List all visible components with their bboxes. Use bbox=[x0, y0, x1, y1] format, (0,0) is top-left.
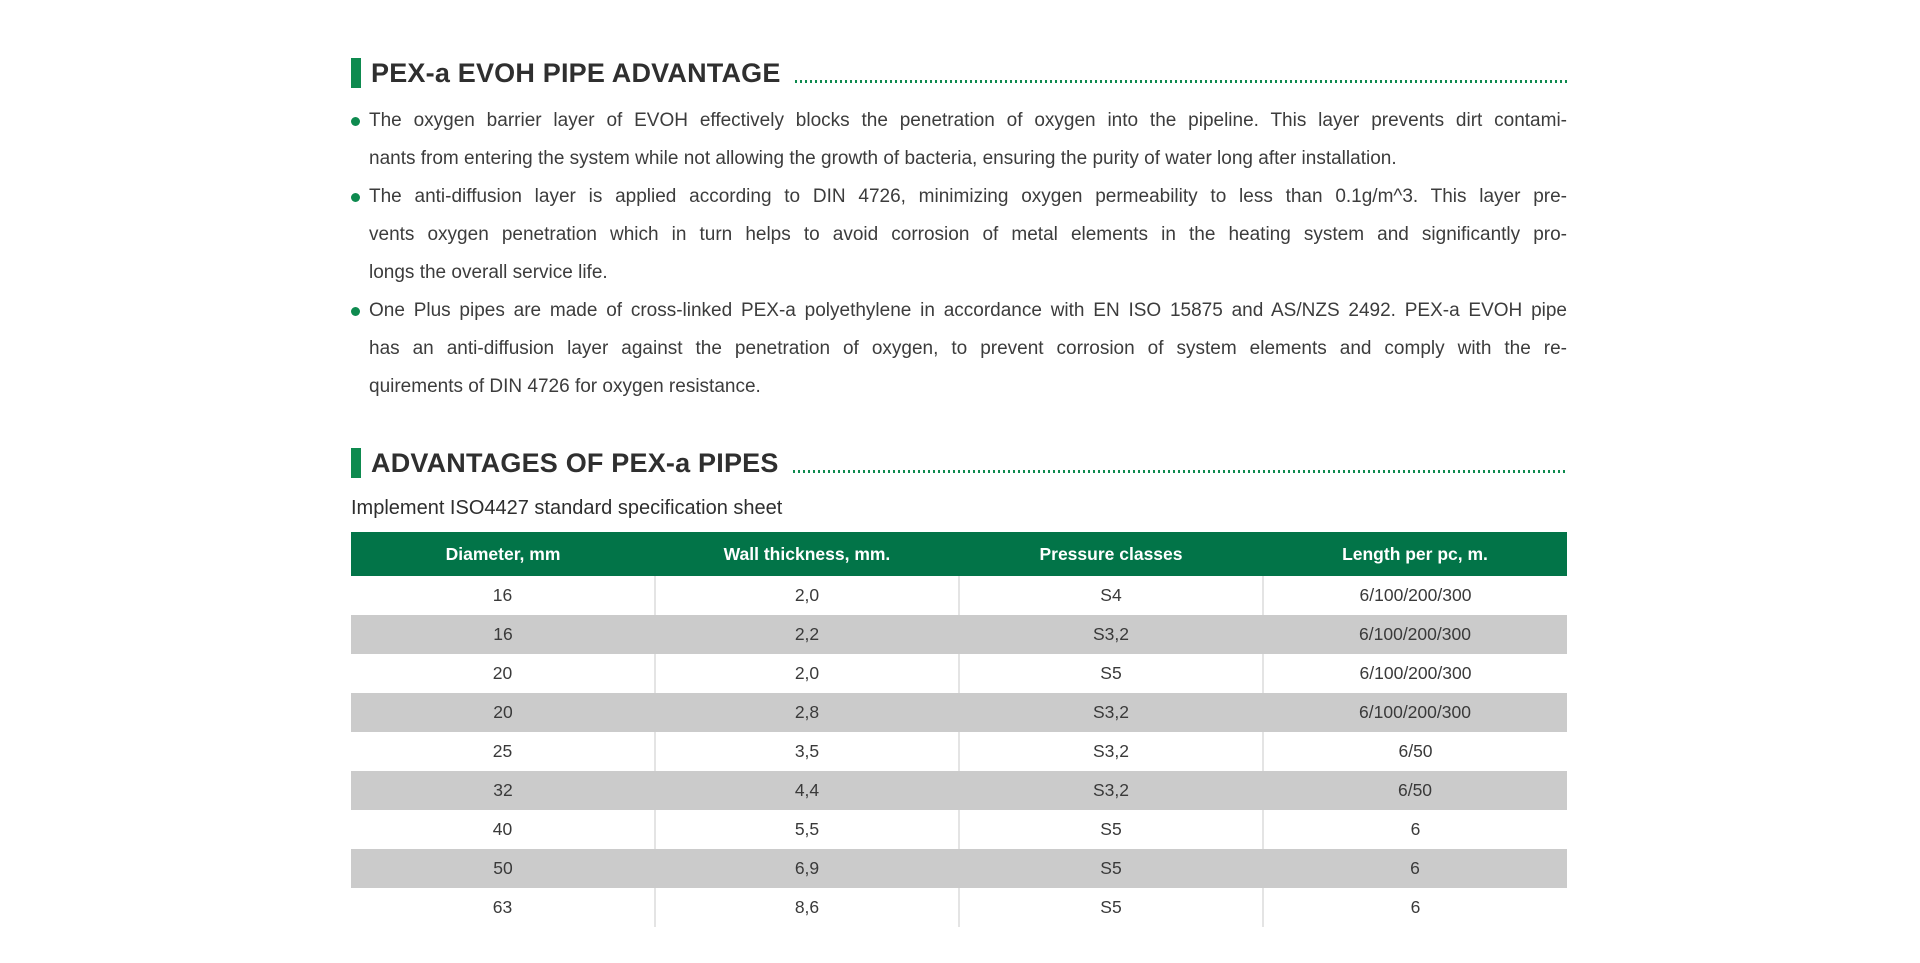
bullet-text-line: nants from entering the system while not allowing the growth of bacteria, ensuring the purity of water long after installation. bbox=[369, 148, 1397, 169]
table-header-cell: Pressure classes bbox=[959, 532, 1263, 576]
table-cell: 2,2 bbox=[794, 624, 820, 644]
table-cell: 6 bbox=[1263, 888, 1567, 927]
spec-table bbox=[351, 532, 1567, 927]
table-cell: S3,2 bbox=[1093, 624, 1129, 644]
table-cell: S5 bbox=[959, 810, 1263, 849]
dotted-leader-line bbox=[793, 470, 1567, 473]
page-content bbox=[351, 57, 1567, 927]
table-cell: S3,2 bbox=[1093, 702, 1129, 722]
section-title: ADVANTAGES OF PEX-a PIPES bbox=[371, 447, 779, 478]
table-cell: S3,2 bbox=[1093, 780, 1129, 800]
bullet-text-line: longs the overall service life. bbox=[369, 262, 608, 283]
heading-accent-bar bbox=[351, 448, 361, 478]
bullet-list bbox=[351, 102, 1567, 406]
table-cell: 6/100/200/300 bbox=[1263, 654, 1567, 693]
table-row bbox=[351, 888, 1567, 927]
dotted-leader-line bbox=[795, 80, 1567, 83]
table-cell: 4,4 bbox=[794, 780, 820, 800]
table-row bbox=[351, 849, 1567, 888]
bullet-text-line: The oxygen barrier layer of EVOH effectively blocks the penetration of oxygen into the pipeline. This layer prevents dirt contami- bbox=[369, 110, 1567, 131]
table-cell: 6/100/200/300 bbox=[1263, 576, 1567, 615]
bullet-text-line: has an anti-diffusion layer against the penetration of oxygen, to prevent corrosion of system elements and comply with the re- bbox=[369, 338, 1567, 359]
table-cell: 6 bbox=[1410, 858, 1420, 878]
section-heading-advantages bbox=[351, 447, 1567, 479]
table-cell: 2,8 bbox=[794, 702, 820, 722]
table-row bbox=[351, 771, 1567, 810]
spec-table-head bbox=[351, 532, 1567, 576]
section-heading-pex-evoh bbox=[351, 57, 1567, 89]
table-cell: S3,2 bbox=[959, 732, 1263, 771]
bullet-item bbox=[351, 102, 1567, 178]
table-row bbox=[351, 654, 1567, 693]
table-cell: 20 bbox=[493, 702, 513, 722]
table-header-cell: Diameter, mm bbox=[351, 532, 655, 576]
table-cell: 6/50 bbox=[1263, 732, 1567, 771]
table-cell: 6/50 bbox=[1397, 780, 1433, 800]
bullet-dot-icon bbox=[351, 117, 360, 126]
table-cell: 6/100/200/300 bbox=[1359, 624, 1471, 644]
bullet-item bbox=[351, 178, 1567, 292]
table-cell: 50 bbox=[493, 858, 513, 878]
table-row bbox=[351, 810, 1567, 849]
section-advantages bbox=[351, 447, 1567, 927]
table-cell: 16 bbox=[492, 585, 513, 605]
section-title: PEX-a EVOH PIPE ADVANTAGE bbox=[371, 57, 781, 88]
table-cell: 3,5 bbox=[655, 732, 959, 771]
bullet-text-line: vents oxygen penetration which in turn helps to avoid corrosion of metal elements in the heating system and significantly pro- bbox=[369, 224, 1567, 245]
table-cell: 20 bbox=[492, 663, 513, 683]
table-cell: 6,9 bbox=[794, 858, 820, 878]
spec-table-body bbox=[351, 576, 1567, 927]
table-cell: 63 bbox=[492, 897, 513, 917]
table-cell: 6/100/200/300 bbox=[1359, 702, 1471, 722]
table-cell: S5 bbox=[959, 888, 1263, 927]
table-cell: 40 bbox=[492, 819, 513, 839]
table-cell: S4 bbox=[959, 576, 1263, 615]
table-cell: 16 bbox=[493, 624, 513, 644]
table-cell: 5,5 bbox=[655, 810, 959, 849]
bullet-text-line: One Plus pipes are made of cross-linked PEX-a polyethylene in accordance with EN ISO 15875 and AS/NZS 2492. PEX-a EVOH pipe bbox=[369, 300, 1567, 321]
bullet-dot-icon bbox=[351, 193, 360, 202]
table-cell: 32 bbox=[493, 780, 513, 800]
bullet-item bbox=[351, 292, 1567, 406]
table-cell: 2,0 bbox=[655, 576, 959, 615]
table-row bbox=[351, 693, 1567, 732]
table-cell: 8,6 bbox=[655, 888, 959, 927]
table-header-row bbox=[351, 532, 1567, 576]
table-header-cell: Length per pc, m. bbox=[1263, 532, 1567, 576]
bullet-text-line: The anti-diffusion layer is applied according to DIN 4726, minimizing oxygen permeability to less than 0.1g/m^3. This layer pre- bbox=[369, 186, 1567, 207]
bullet-dot-icon bbox=[351, 307, 360, 316]
table-subtitle: Implement ISO4427 standard specification sheet bbox=[351, 497, 783, 519]
table-row bbox=[351, 576, 1567, 615]
table-cell: 6 bbox=[1263, 810, 1567, 849]
heading-accent-bar bbox=[351, 58, 361, 88]
table-cell: 25 bbox=[492, 741, 513, 761]
bullet-text-line: quirements of DIN 4726 for oxygen resistance. bbox=[369, 376, 761, 397]
table-cell: S5 bbox=[1100, 858, 1122, 878]
table-row bbox=[351, 732, 1567, 771]
table-cell: 2,0 bbox=[655, 654, 959, 693]
table-header-cell: Wall thickness, mm. bbox=[655, 532, 959, 576]
table-cell: S5 bbox=[959, 654, 1263, 693]
table-row bbox=[351, 615, 1567, 654]
